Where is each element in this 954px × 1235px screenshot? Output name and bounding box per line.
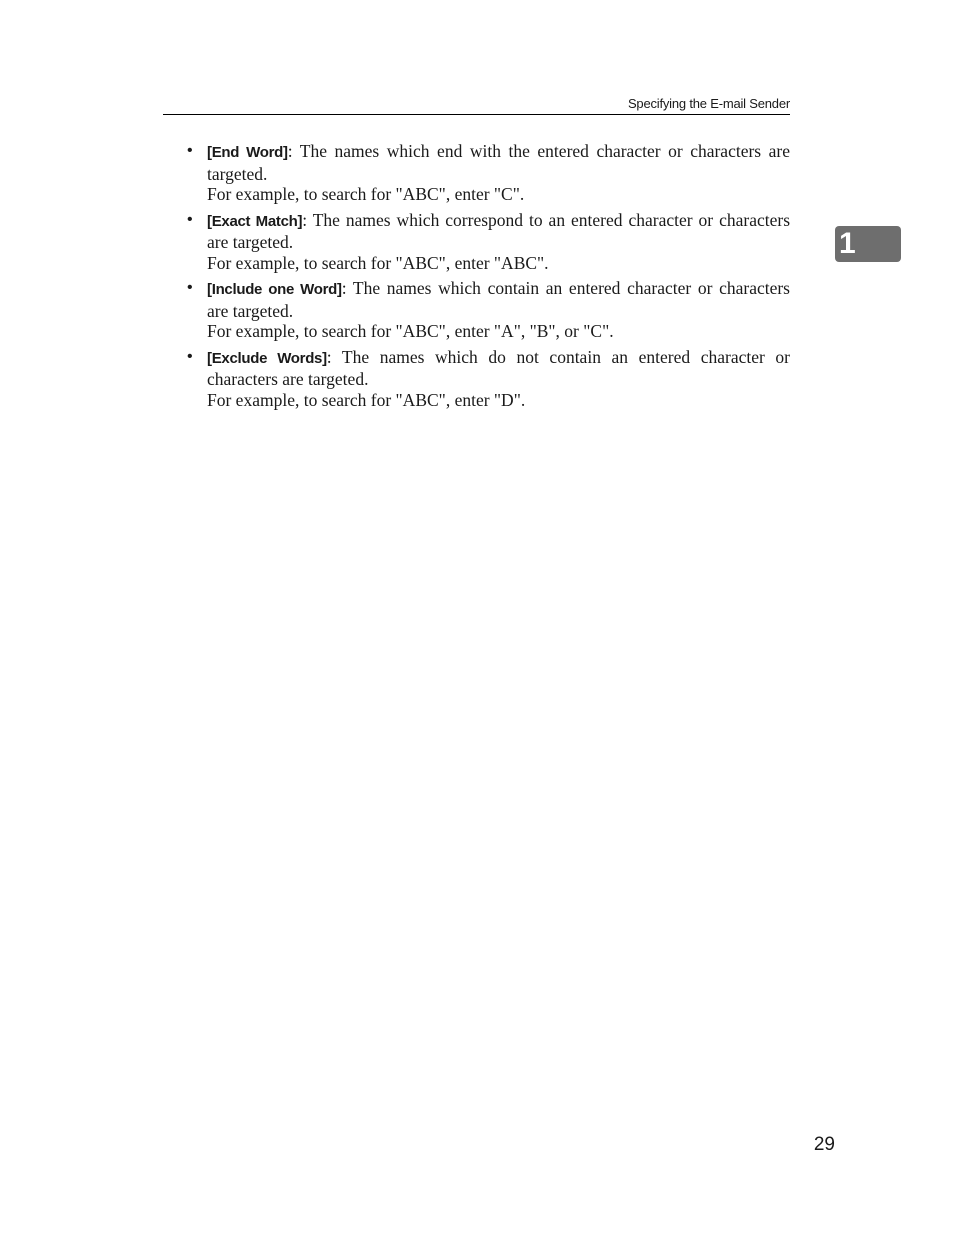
bullet-icon: • xyxy=(187,279,193,296)
page-number: 29 xyxy=(813,1134,835,1155)
chapter-number: 1 xyxy=(839,227,856,260)
option-description: : The names which contain an entered character or characters are targeted. xyxy=(207,278,790,321)
bullet-icon: • xyxy=(187,142,193,159)
bullet-icon: • xyxy=(187,210,193,228)
search-options-list xyxy=(185,141,790,415)
list-item xyxy=(185,210,790,274)
chapter-tab xyxy=(835,226,901,262)
list-item xyxy=(185,141,790,205)
option-term: [Exact Match] xyxy=(207,212,303,230)
option-term: [End Word] xyxy=(207,144,288,161)
running-header xyxy=(163,95,790,115)
option-example: For example, to search for "ABC", enter "D". xyxy=(207,389,526,410)
option-description: : The names which end with the entered character or characters are targeted. xyxy=(207,141,790,184)
option-example: For example, to search for "ABC", enter "ABC". xyxy=(207,252,549,273)
option-example: For example, to search for "ABC", enter "C". xyxy=(207,184,525,204)
list-item xyxy=(185,278,790,342)
option-example: For example, to search for "ABC", enter "A", "B", or "C". xyxy=(207,321,614,341)
option-description: : The names which do not contain an entered character or characters are targeted. xyxy=(207,346,790,389)
bullet-icon: • xyxy=(187,347,193,365)
option-description: : The names which correspond to an entered character or characters are targeted. xyxy=(207,209,791,252)
running-header-title: Specifying the E-mail Sender xyxy=(627,96,790,111)
option-term: [Include one Word] xyxy=(207,281,342,298)
list-item xyxy=(185,347,790,411)
option-term: [Exclude Words] xyxy=(207,349,327,367)
